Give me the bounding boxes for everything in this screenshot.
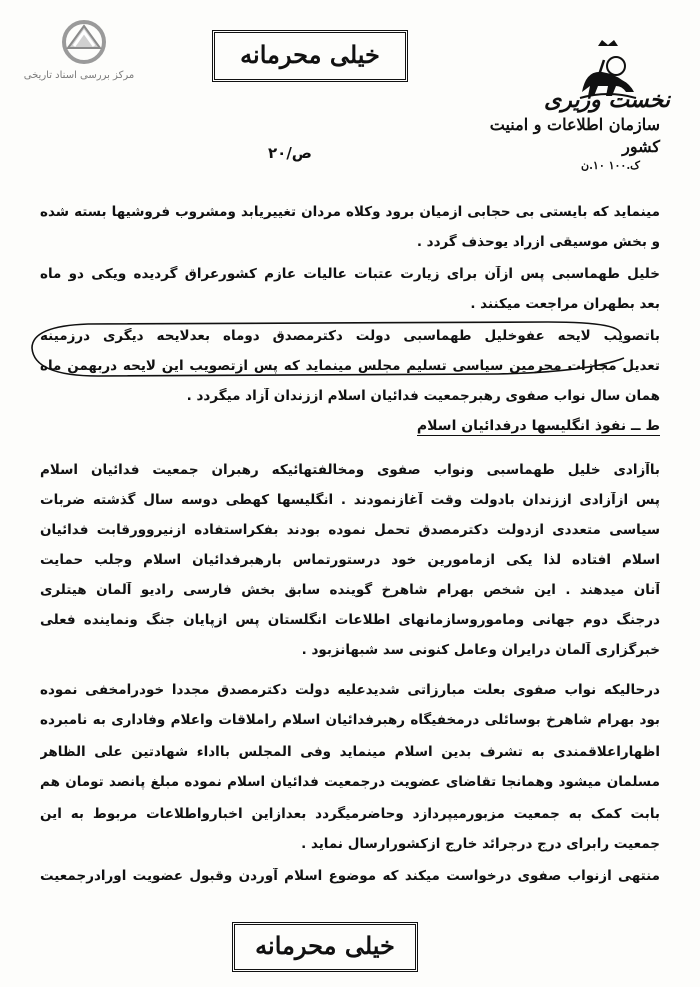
issuing-organization (470, 86, 670, 174)
body-line: منتهی ازنواب صفوی درخواست میکند که موضوع اسلام آوردن وقبول عضویت اورادرجمعیت (40, 868, 660, 884)
org-prime-ministry: نخست وزیری (544, 87, 670, 113)
document-reference: ک.۱۰۰ ۱۰.ن (580, 159, 640, 172)
body-line: اظهاراعلاقمندی به تشرف بدین اسلام مینماید وفی المجلس بااداء شهادتین علی الظاهر (40, 744, 660, 760)
archive-logo-icon (54, 18, 114, 68)
body-line: بعد بطهران مراجعت میکنند . (470, 296, 660, 312)
body-line: مسلمان میشود وهمانجا تقاضای عضویت درجمعیت فدائیان اسلام نموده مبلغ پانصد تومان هم (40, 774, 660, 790)
page-number: ص/۲۰ (268, 144, 312, 162)
body-line: و بخش موسیقی ازراد یوحذف گردد . (416, 234, 660, 250)
body-line: خلیل طهماسبی پس ازآن برای زیارت عتبات عالیات عازم کشورعراق گردیده ویکی دو ماه (40, 266, 660, 282)
org-savak: سازمان اطلاعات و امنیت کشور (489, 115, 660, 156)
body-line: باآزادی خلیل طهماسبی ونواب صفوی ومخالفتهائیکه رهبران جمعیت فدائیان اسلام (40, 462, 660, 478)
confidential-stamp-top: خیلی محرمانه (212, 30, 408, 82)
body-line: سیاسی متعددی ازدولت دکترمصدق تحمل نموده بودند بفکراستفاده ازنیروورقابت فدائیان (40, 522, 660, 538)
body-line: پس ازآزادی اززندان بادولت وقت آغازنمودند . انگلیسها کهطی دوسه سال گذشته ضربات (40, 492, 660, 508)
watermark-text: مرکز بررسی اسناد تاریخی (23, 70, 135, 81)
archive-watermark (14, 18, 134, 88)
body-line: باتصویب لایحه عفوخلیل طهماسبی دولت دکترمصدق دوماه بعدلایحه دیگری درزمینه (40, 328, 660, 344)
body-line: همان سال نواب صفوی رهبرجمعیت فدائیان اسلام اززندان آزاد میگردد . (186, 388, 660, 404)
body-line: بود بهرام شاهرخ بوسائلی درمخفیگاه رهبرفدائیان اسلام راملاقات واعلام وفاداری به نامبرده (40, 712, 660, 728)
body-line: اسلام افتاده لذا یکی ازمامورین خود درستورتماس بارهبرفدائیان اسلام وجلب حمایت (40, 552, 660, 568)
confidential-stamp-bottom: خیلی محرمانه (232, 922, 418, 972)
body-line: تعدیل مجازات مجرمین سیاسی تسلیم مجلس مینماید که پس ازتصویب این لایحه دربهمن ماه (40, 358, 660, 374)
body-line: درحالیکه نواب صفوی بعلت مبارزاتی شدیدعلیه دولت دکترمصدق مجددا خودرامخفی نموده (40, 682, 660, 698)
body-line: جمعیت رابرای درج درجرائد خارج ازکشورارسال نماید . (301, 836, 660, 852)
body-line: بابت کمک به جمعیت مزبورمیپردازد وحاضرمیگردد بعدازاین اخبارواطلاعات مربوط به این (40, 806, 660, 822)
body-line: مینماید که بایستی بی حجابی ازمیان برود وکلاه مردان تغییریابد ومشروب فروشیها بسته شده (40, 204, 660, 220)
body-line: خبرگزاری آلمان درایران وعامل کنونی سد شبهانزبود . (301, 642, 660, 658)
body-line: آنان میدهند . این شخص بهرام شاهرخ گوینده سابق بخش فارسی رادیو آلمان هیتلری (40, 582, 660, 598)
section-heading: ط ــ نفوذ انگلیسها درفدائیان اسلام (416, 418, 660, 434)
body-line: درجنگ دوم جهانی وماموروسازمانهای اطلاعات انگلستان پس ازپایان جنگ ونماینده فعلی (40, 612, 660, 628)
